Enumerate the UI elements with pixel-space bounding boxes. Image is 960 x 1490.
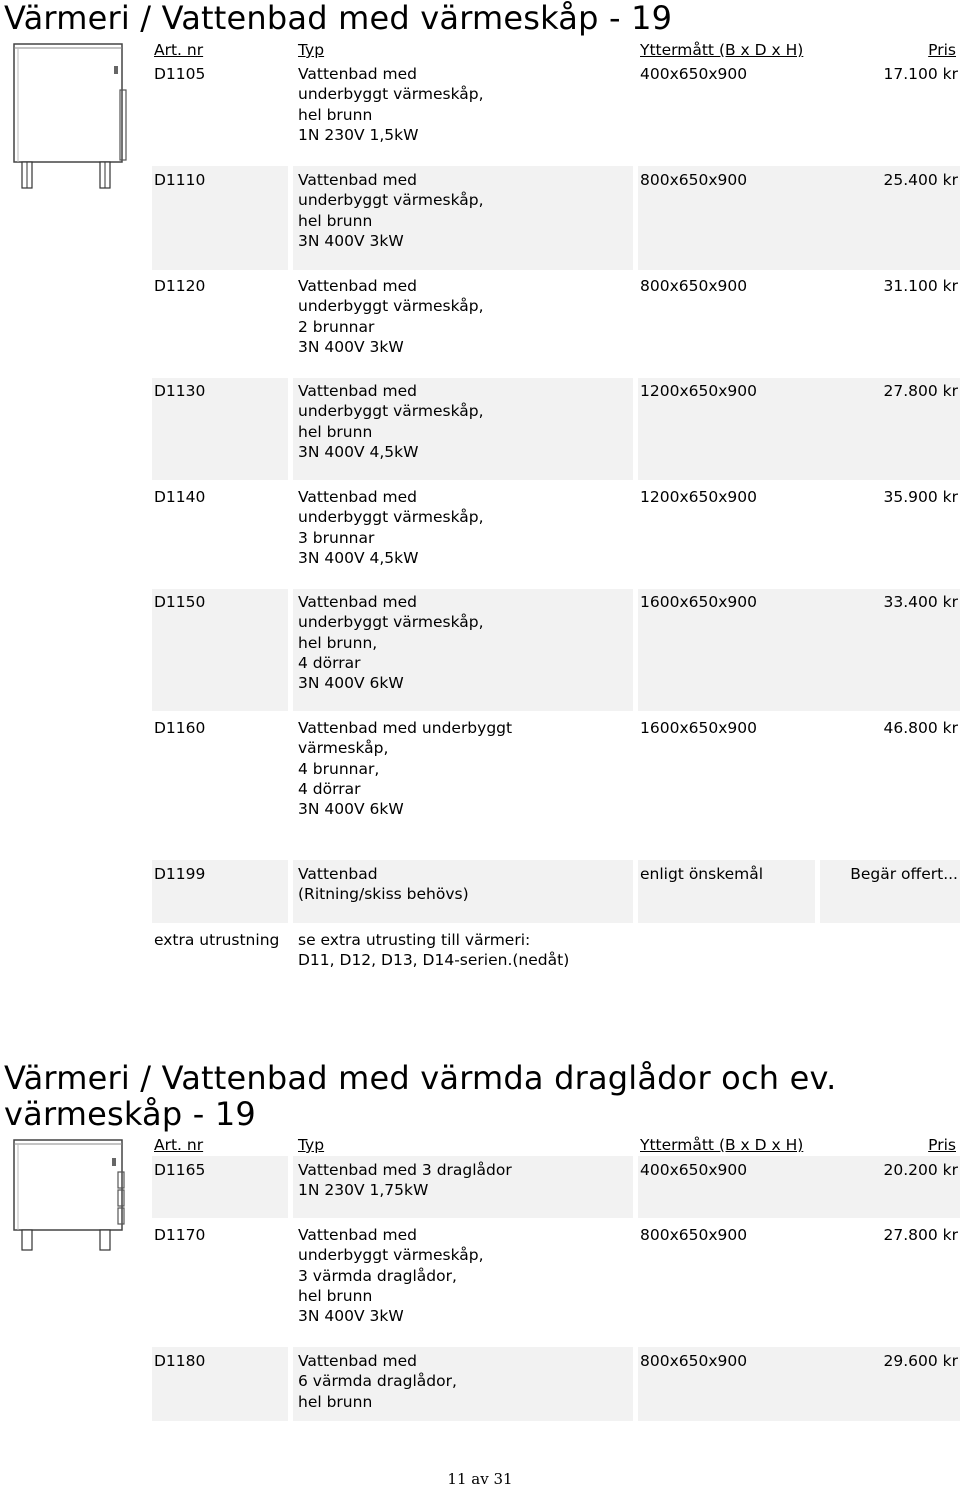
row-dim: 1600x650x900 [640, 719, 757, 737]
row-dim: 800x650x900 [640, 1226, 748, 1244]
row-art: D1160 [154, 719, 206, 737]
row-pris: Begär offert... [850, 865, 958, 883]
section2-title: Värmeri / Vattenbad med värmda draglådor och ev. värmeskåp - 19 [4, 1059, 837, 1133]
row-art: D1180 [154, 1352, 206, 1370]
row-pris: 27.800 kr [883, 1226, 958, 1244]
row-art: D1170 [154, 1226, 206, 1244]
row-typ: Vattenbad med 6 värmda draglådor, hel brunn [298, 1352, 457, 1411]
row-art: D1150 [154, 593, 206, 611]
row-art: D1140 [154, 488, 206, 506]
row-band [152, 860, 960, 923]
row-pris: 20.200 kr [883, 1161, 958, 1179]
row-pris: 31.100 kr [883, 277, 958, 295]
vattenbad-drawer-unit-drawing [8, 1136, 132, 1252]
row-dim: 1200x650x900 [640, 382, 757, 400]
row-dim: 800x650x900 [640, 1352, 748, 1370]
row-typ: Vattenbad med underbyggt värmeskåp, 3 värmda draglådor, hel brunn 3N 400V 3kW [298, 1226, 484, 1326]
row-typ: Vattenbad med underbyggt värmeskåp, hel brunn, 4 dörrar 3N 400V 6kW [298, 593, 484, 693]
header-pris: Pris [928, 1136, 956, 1154]
header-dim: Yttermått (B x D x H) [640, 41, 804, 59]
row-band [152, 166, 960, 270]
row-band [152, 1347, 960, 1421]
row-band [152, 1156, 960, 1218]
row-pris: 46.800 kr [883, 719, 958, 737]
header-art: Art. nr [154, 1136, 204, 1154]
row-pris: 33.400 kr [883, 593, 958, 611]
row-typ: Vattenbad med underbyggt värmeskåp, hel brunn 1N 230V 1,5kW [298, 65, 484, 144]
row-art: D1130 [154, 382, 206, 400]
extra-text: se extra utrusting till värmeri: D11, D12, D13, D14-serien.(nedåt) [298, 931, 570, 970]
row-dim: enligt önskemål [640, 865, 764, 883]
row-dim: 400x650x900 [640, 1161, 748, 1179]
header-dim: Yttermått (B x D x H) [640, 1136, 804, 1154]
row-typ: Vattenbad med 3 draglådor 1N 230V 1,75kW [298, 1161, 512, 1200]
row-dim: 1600x650x900 [640, 593, 757, 611]
row-band [152, 378, 960, 480]
header-art: Art. nr [154, 41, 204, 59]
row-pris: 29.600 kr [883, 1352, 958, 1370]
row-pris: 17.100 kr [883, 65, 958, 83]
row-art: D1165 [154, 1161, 206, 1179]
row-art: D1199 [154, 865, 206, 883]
row-typ: Vattenbad med underbyggt värmeskåp, hel brunn 3N 400V 4,5kW [298, 382, 484, 461]
row-typ: Vattenbad (Ritning/skiss behövs) [298, 865, 469, 904]
row-pris: 27.800 kr [883, 382, 958, 400]
row-typ: Vattenbad med underbyggt värmeskåp, 2 brunnar 3N 400V 3kW [298, 277, 484, 356]
row-typ: Vattenbad med underbyggt värmeskåp, 3 brunnar 3N 400V 4,5kW [298, 488, 484, 567]
row-typ: Vattenbad med underbyggt värmeskåp, 4 brunnar, 4 dörrar 3N 400V 6kW [298, 719, 513, 819]
row-dim: 400x650x900 [640, 65, 748, 83]
section1-title: Värmeri / Vattenbad med värmeskåp - 19 [4, 0, 673, 37]
row-band [152, 589, 960, 711]
row-art: D1110 [154, 171, 206, 189]
header-typ: Typ [298, 1136, 325, 1154]
vattenbad-cabinet-drawing [8, 40, 132, 190]
row-art: D1120 [154, 277, 206, 295]
row-dim: 1200x650x900 [640, 488, 757, 506]
row-pris: 35.900 kr [883, 488, 958, 506]
row-pris: 25.400 kr [883, 171, 958, 189]
row-typ: Vattenbad med underbyggt värmeskåp, hel brunn 3N 400V 3kW [298, 171, 484, 250]
row-dim: 800x650x900 [640, 277, 748, 295]
header-typ: Typ [298, 41, 325, 59]
row-art: D1105 [154, 65, 206, 83]
page-number: 11 av 31 [447, 1470, 513, 1488]
header-pris: Pris [928, 41, 956, 59]
extra-label: extra utrustning [154, 931, 280, 949]
row-dim: 800x650x900 [640, 171, 748, 189]
